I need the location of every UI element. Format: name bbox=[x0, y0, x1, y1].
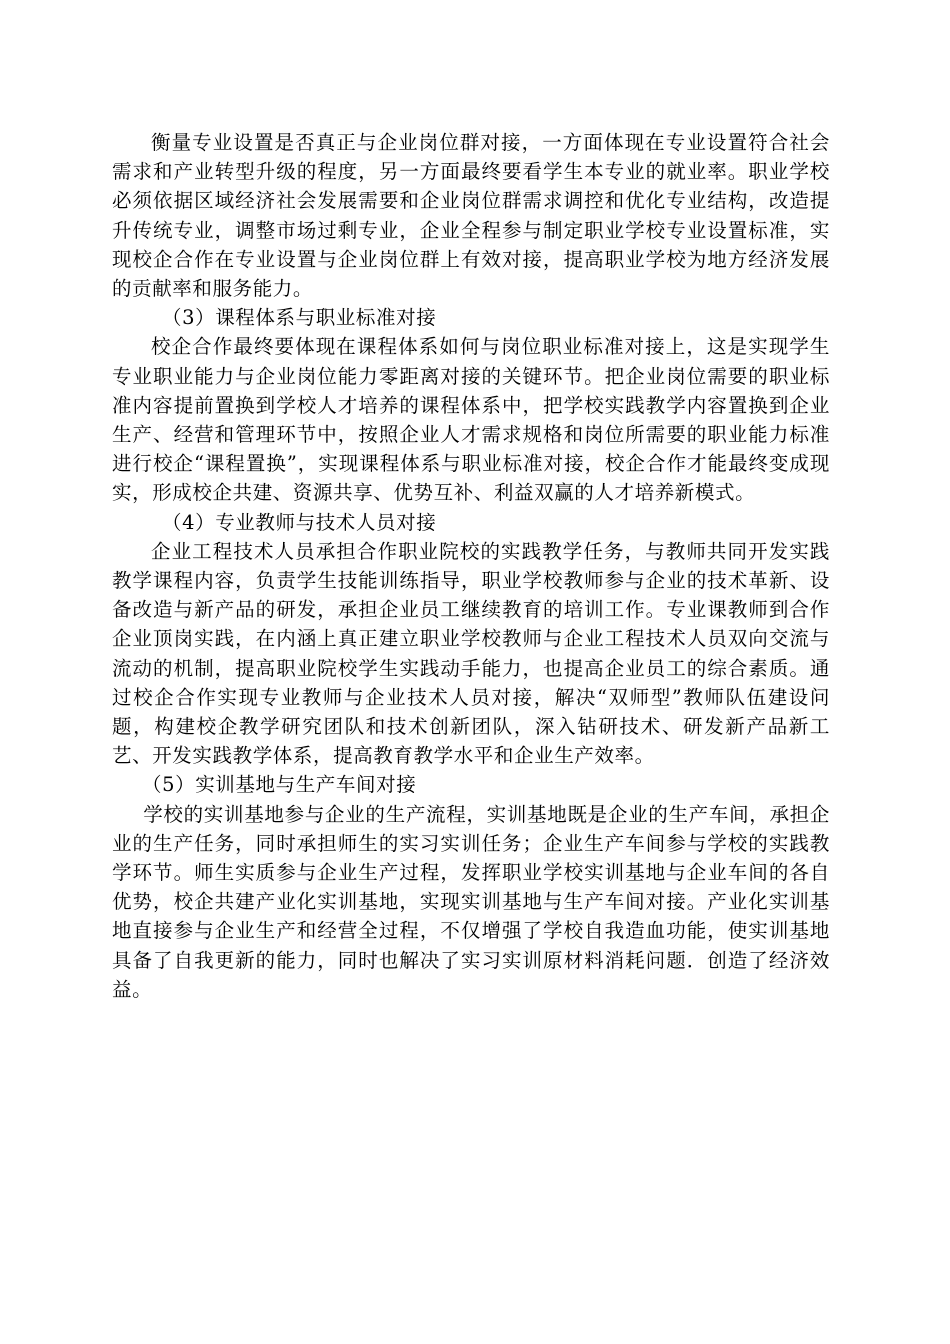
paragraph-teachers-technicians: 企业工程技术人员承担合作职业院校的实践教学任务，与教师共同开发实践教学课程内容，负责学生技能训练指导，职业学校教师参与企业的技术革新、设备改造与新产品的研发，承担企业员工继续教育的培训工作。专业课教师到合作企业顶岗实践，在内涵上真正建立职业学校教师与企业工程技术人员双向交流与流动的机制，提高职业院校学生实践动手能力，也提高企业员工的综合素质。通过校企合作实现专业教师与企业技术人员对接，解决“双师型”教师队伍建设问题，构建校企教学研究团队和技术创新团队，深入钻研技术、研发新产品新工艺、开发实践教学体系，提高教育教学水平和企业生产效率。 bbox=[112, 539, 830, 768]
paragraph-professional-setting: 衡量专业设置是否真正与企业岗位群对接，一方面体现在专业设置符合社会需求和产业转型升级的程度，另一方面最终要看学生本专业的就业率。职业学校必须依据区域经济社会发展需要和企业岗位群需求调控和优化专业结构，改造提升传统专业，调整市场过剩专业，企业全程参与制定职业学校专业设置标准，实现校企合作在专业设置与企业岗位群上有效对接，提高职业学校为地方经济发展的贡献率和服务能力。 bbox=[112, 131, 830, 301]
paragraph-training-base-workshop: 学校的实训基地参与企业的生产流程，实训基地既是企业的生产车间，承担企业的生产任务，同时承担师生的实习实训任务；企业生产车间参与学校的实践教学环节。师生实质参与企业生产过程，发挥职业学校实训基地与企业车间的各自优势，校企共建产业化实训基地，实现实训基地与生产车间对接。产业化实训基地直接参与企业生产和经营全过程，不仅增强了学校自我造血功能，使实训基地具备了自我更新的能力，同时也解决了实习实训原材料消耗问题．创造了经济效益。 bbox=[112, 802, 830, 1001]
heading-curriculum-standards: （3）课程体系与职业标准对接 bbox=[162, 306, 437, 330]
document-body bbox=[112, 128, 830, 1004]
paragraph-curriculum-standards: 校企合作最终要体现在课程体系如何与岗位职业标准对接上，这是实现学生专业职业能力与企业岗位能力零距离对接的关键环节。把企业岗位需要的职业标准内容提前置换到学校人才培养的课程体系中，把学校实践教学内容置换到企业生产、经营和管理环节中，按照企业人才需求规格和岗位所需要的职业能力标准进行校企“课程置换”，实现课程体系与职业标准对接，校企合作才能最终变成现实，形成校企共建、资源共享、优势互补、利益双赢的人才培养新模式。 bbox=[112, 335, 830, 505]
heading-teachers-technicians: （4）专业教师与技术人员对接 bbox=[162, 510, 437, 534]
heading-training-base-workshop: （5）实训基地与生产车间对接 bbox=[142, 773, 417, 797]
